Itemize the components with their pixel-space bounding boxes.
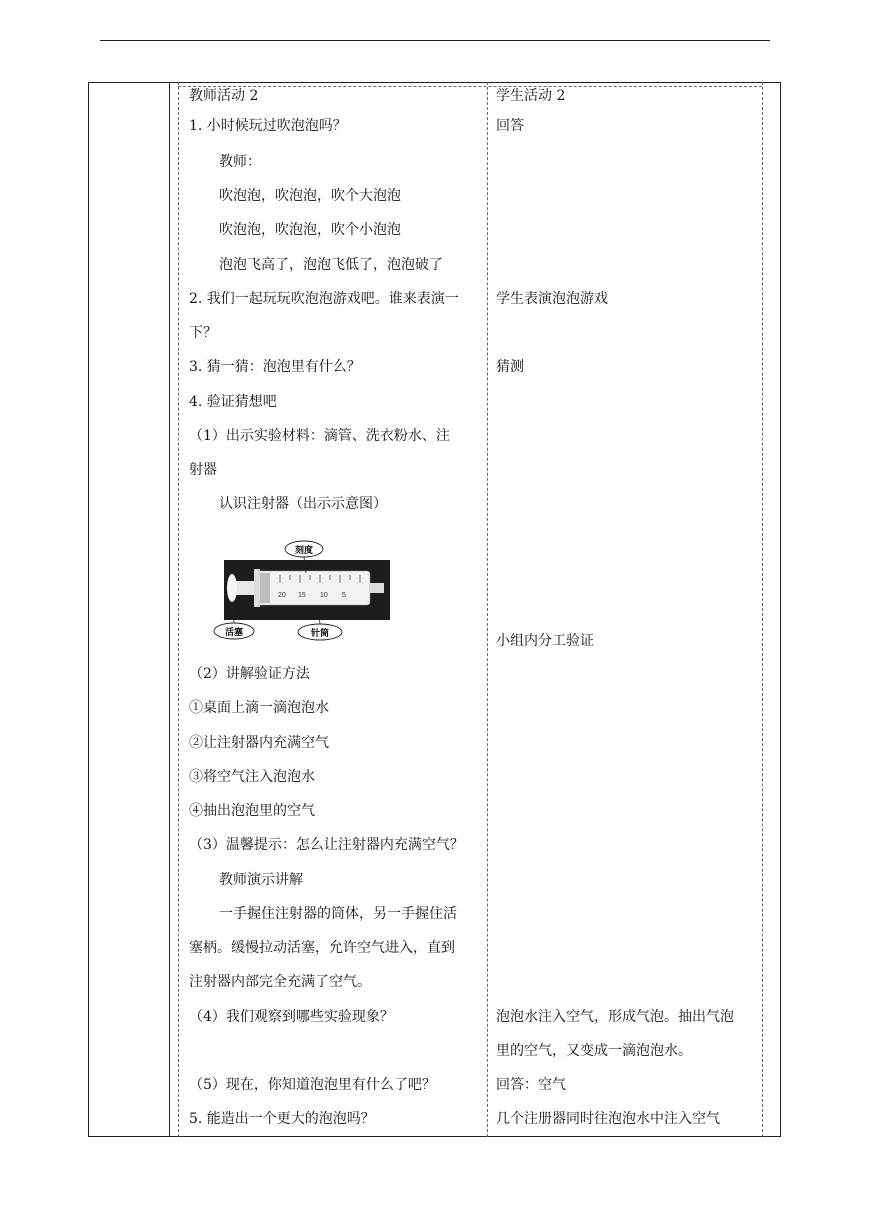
table-top-dash — [178, 86, 762, 87]
plunger-seal — [260, 573, 270, 603]
student-answer: 回答 — [496, 118, 524, 134]
syringe-tip — [370, 583, 384, 593]
method-heading: （2）讲解验证方法 — [189, 666, 310, 682]
question-3: 3. 猜一猜：泡泡里有什么？ — [189, 359, 361, 375]
chant-line-1: 吹泡泡，吹泡泡，吹个大泡泡 — [219, 188, 401, 204]
student-bigger-bubble: 几个注册器同时往泡泡水中注入空气 — [496, 1111, 720, 1127]
tick-label-5: 5 — [342, 592, 346, 599]
question-2-line-1: 2. 我们一起玩玩吹泡泡游戏吧。谁来表演一 — [189, 291, 459, 307]
chant-line-2: 吹泡泡，吹泡泡，吹个小泡泡 — [219, 222, 401, 238]
tick-label-10: 10 — [320, 592, 328, 599]
method-step-4: ④抽出泡泡里的空气 — [189, 803, 315, 819]
materials-line-1: （1）出示实验材料：滴管、洗衣粉水、注 — [189, 428, 450, 444]
table-col-divider-3 — [762, 82, 763, 1137]
observation-question: （4）我们观察到哪些实验现象？ — [189, 1009, 394, 1025]
teacher-heading: 教师活动 2 — [189, 88, 259, 104]
demo-paragraph-line-1: 一手握住注射器的筒体，另一手握住活 — [219, 906, 457, 922]
tick-label-15: 15 — [298, 592, 306, 599]
table-col-divider-2 — [487, 82, 488, 1137]
student-answer-air: 回答：空气 — [496, 1077, 566, 1093]
student-perform: 学生表演泡泡游戏 — [496, 291, 608, 307]
question-2-line-2: 下？ — [189, 325, 217, 341]
student-observe-line-2: 里的空气，又变成一滴泡泡水。 — [496, 1043, 692, 1059]
syringe-diagram — [210, 535, 400, 645]
student-group-verify: 小组内分工验证 — [496, 633, 594, 649]
header-rule — [100, 40, 770, 41]
demo-paragraph-line-2: 塞柄。缓慢拉动活塞，允许空气进入，直到 — [189, 940, 455, 956]
method-step-1: ①桌面上滴一滴泡泡水 — [189, 700, 329, 716]
method-step-3: ③将空气注入泡泡水 — [189, 769, 315, 785]
label-scale: 刻度 — [294, 546, 314, 556]
chant-line-3: 泡泡飞高了，泡泡飞低了，泡泡破了 — [219, 257, 443, 273]
question-4: 4. 验证猜想吧 — [189, 394, 277, 410]
question-5: 5. 能造出一个更大的泡泡吗？ — [189, 1111, 375, 1127]
demo-label: 教师演示讲解 — [219, 872, 303, 888]
materials-line-2: 射器 — [189, 462, 217, 478]
syringe-intro: 认识注射器（出示示意图） — [219, 496, 387, 512]
plunger-thumb — [227, 574, 237, 602]
method-step-2: ②让注射器内充满空气 — [189, 735, 329, 751]
student-guess: 猜测 — [496, 359, 524, 375]
syringe-barrel — [258, 571, 370, 605]
student-observe-line-1: 泡泡水注入空气，形成气泡。抽出气泡 — [496, 1009, 734, 1025]
table-col-divider-1 — [169, 82, 170, 1137]
table-col-divider-1b — [178, 82, 179, 1137]
question-1: 1. 小时候玩过吹泡泡吗？ — [189, 118, 347, 134]
tick-label-20: 20 — [278, 592, 286, 599]
conclusion-question: （5）现在，你知道泡泡里有什么了吧？ — [189, 1077, 436, 1093]
teacher-label: 教师： — [219, 154, 261, 170]
demo-paragraph-line-3: 注射器内部完全充满了空气。 — [189, 974, 371, 990]
student-heading: 学生活动 2 — [496, 88, 566, 104]
barrel-flange — [254, 569, 260, 607]
label-plunger: 活塞 — [224, 628, 244, 638]
label-barrel: 针筒 — [310, 629, 330, 639]
tip-question: （3）温馨提示：怎么让注射器内充满空气？ — [189, 837, 464, 853]
